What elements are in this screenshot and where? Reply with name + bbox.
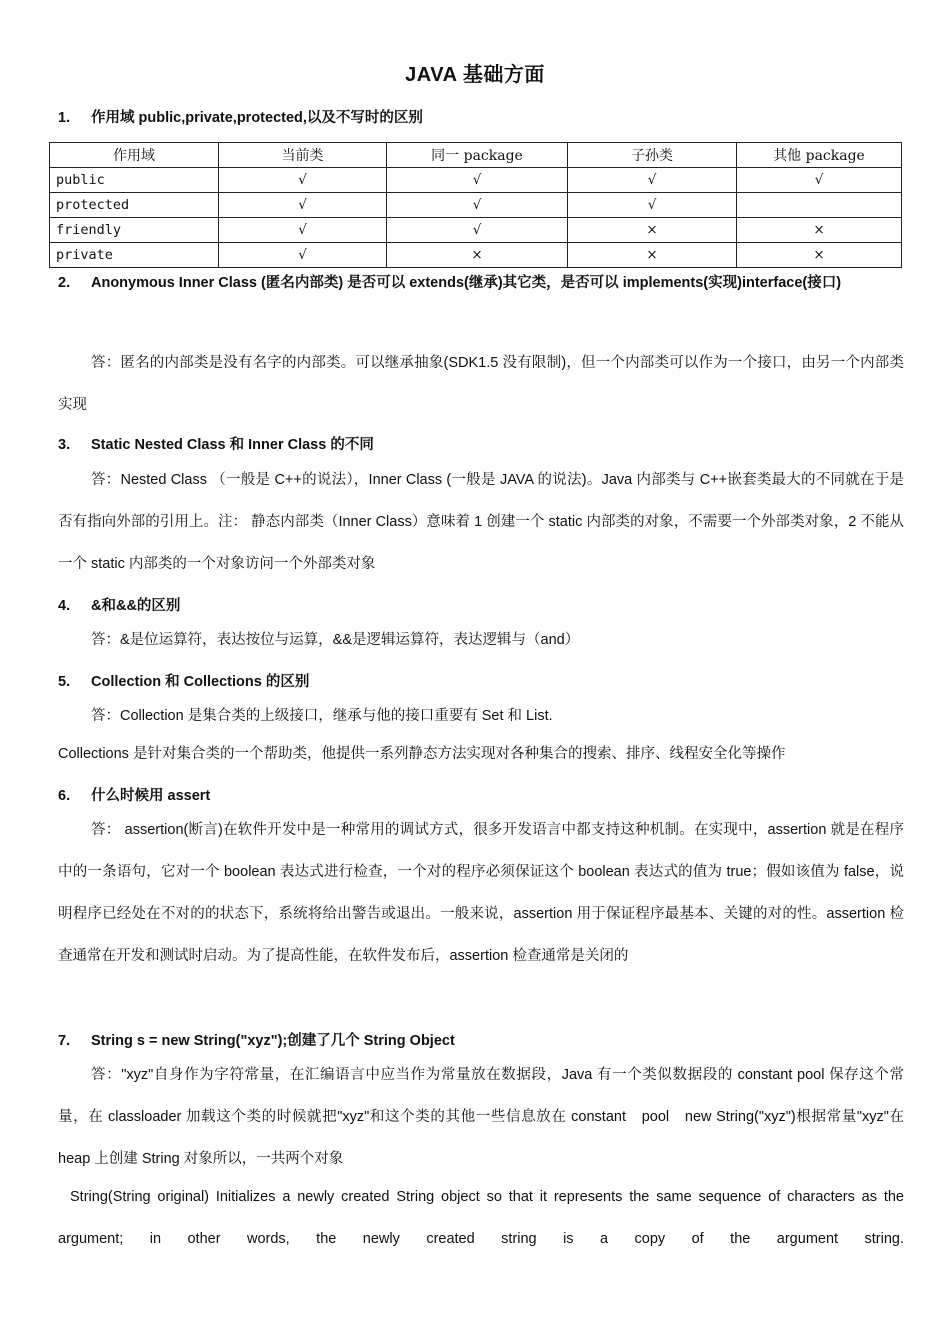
table-cell: ×	[737, 218, 902, 243]
table-cell	[737, 193, 902, 218]
answer-2: 答：匿名的内部类是没有名字的内部类。可以继承抽象(SDK1.5 没有限制)，但一个内部类可以作为一个接口，由另一个内部类实现	[58, 355, 904, 413]
table-cell: protected	[50, 193, 219, 218]
table-cell: √	[219, 193, 387, 218]
table-header-cell: 作用域	[50, 143, 219, 168]
table-row	[50, 168, 902, 193]
table-cell: ×	[737, 243, 902, 268]
access-scope-table	[49, 142, 902, 268]
table-cell: ×	[387, 243, 568, 268]
question-number: 6.	[58, 788, 71, 804]
question-text: Static Nested Class 和 Inner Class 的不同	[91, 437, 374, 453]
question-1	[58, 106, 423, 127]
answer-4: 答：&是位运算符，表达按位与运算，&&是逻辑运算符，表达逻辑与（and）	[91, 632, 580, 648]
table-cell: ×	[568, 243, 737, 268]
answer-3: 答：Nested Class （一般是 C++的说法），Inner Class (一般是 JAVA 的说法)。Java 内部类与 C++嵌套类最大的不同就在于是否有指向外部的引用上。注： 静态内部类（Inner Class）意味着 1 创建一个 static 内部类的对象，不需要一个外部类对象，2 不能从一个 static 内部类的一个对象访问一个外部类对象	[58, 472, 904, 572]
table-cell: friendly	[50, 218, 219, 243]
table-cell: ×	[568, 218, 737, 243]
question-number: 7.	[58, 1033, 71, 1049]
question-number: 1.	[58, 110, 71, 126]
answer-5-line-2: Collections 是针对集合类的一个帮助类，他提供一系列静态方法实现对各种集合的搜索、排序、线程安全化等操作	[58, 746, 786, 762]
question-6	[58, 784, 210, 805]
question-text: Collection 和 Collections 的区别	[91, 674, 310, 690]
question-text: 什么时候用 assert	[91, 788, 211, 804]
table-cell: √	[219, 243, 387, 268]
answer-7: 答："xyz"自身作为字符常量，在汇编语言中应当作为常量放在数据段，Java 有一个类似数据段的 constant pool 保存这个常量，在 classloader 加载这个类的时候就把"xyz"和这个类的其他一些信息放在 constant pool new String("xyz")根据常量"xyz"在 heap 上创建 String 对象所以，一共两个对象	[58, 1067, 904, 1167]
answer-6: 答： assertion(断言)在软件开发中是一种常用的调试方式，很多开发语言中都支持这种机制。在实现中，assertion 就是在程序中的一条语句，它对一个 boolean 表达式进行检查，一个对的程序必须保证这个 boolean 表达式的值为 true；假如该值为 false，说明程序已经处在不对的的状态下，系统将给出警告或退出。一般来说，assertion 用于保证程序最基本、关键的对的性。assertion 检查通常在开发和测试时启动。为了提高性能，在软件发布后，assertion 检查通常是关闭的	[58, 822, 904, 964]
table-cell: √	[219, 168, 387, 193]
table-cell: √	[387, 193, 568, 218]
table-header-cell: 子孙类	[568, 143, 737, 168]
question-text: String s = new String("xyz");创建了几个 String Object	[91, 1033, 455, 1049]
answer-5-line-1: 答：Collection 是集合类的上级接口，继承与他的接口重要有 Set 和 List.	[91, 708, 553, 724]
table-cell: √	[737, 168, 902, 193]
question-4	[58, 594, 180, 615]
table-header-row	[50, 143, 902, 168]
question-3	[58, 433, 374, 454]
question-number: 2.	[58, 275, 71, 291]
table-cell: public	[50, 168, 219, 193]
table-header-cell: 其他 package	[737, 143, 902, 168]
question-text: &和&&的区别	[91, 598, 181, 614]
question-number: 4.	[58, 598, 71, 614]
question-text: 作用域 public,private,protected,以及不写时的区别	[91, 110, 423, 126]
question-2	[58, 262, 904, 304]
table-row	[50, 218, 902, 243]
table-cell: √	[568, 193, 737, 218]
question-5	[58, 670, 309, 691]
question-number: 5.	[58, 674, 71, 690]
question-number: 3.	[58, 437, 71, 453]
table-row	[50, 193, 902, 218]
table-header-cell: 当前类	[219, 143, 387, 168]
table-cell: private	[50, 243, 219, 268]
table-cell: √	[387, 218, 568, 243]
table-header-cell: 同一 package	[387, 143, 568, 168]
table-cell: √	[568, 168, 737, 193]
table-cell: √	[219, 218, 387, 243]
table-cell: √	[387, 168, 568, 193]
question-text: Anonymous Inner Class (匿名内部类) 是否可以 extends(继承)其它类，是否可以 implements(实现)interface(接口)	[91, 275, 842, 291]
page-title: JAVA 基础方面	[405, 64, 545, 86]
question-7	[58, 1029, 455, 1050]
answer-7-english: String(String original) Initializes a newly created String object so that it represents the same sequence of characters as the argument; in other words, the newly created string is a copy of the argument string.	[58, 1189, 904, 1247]
